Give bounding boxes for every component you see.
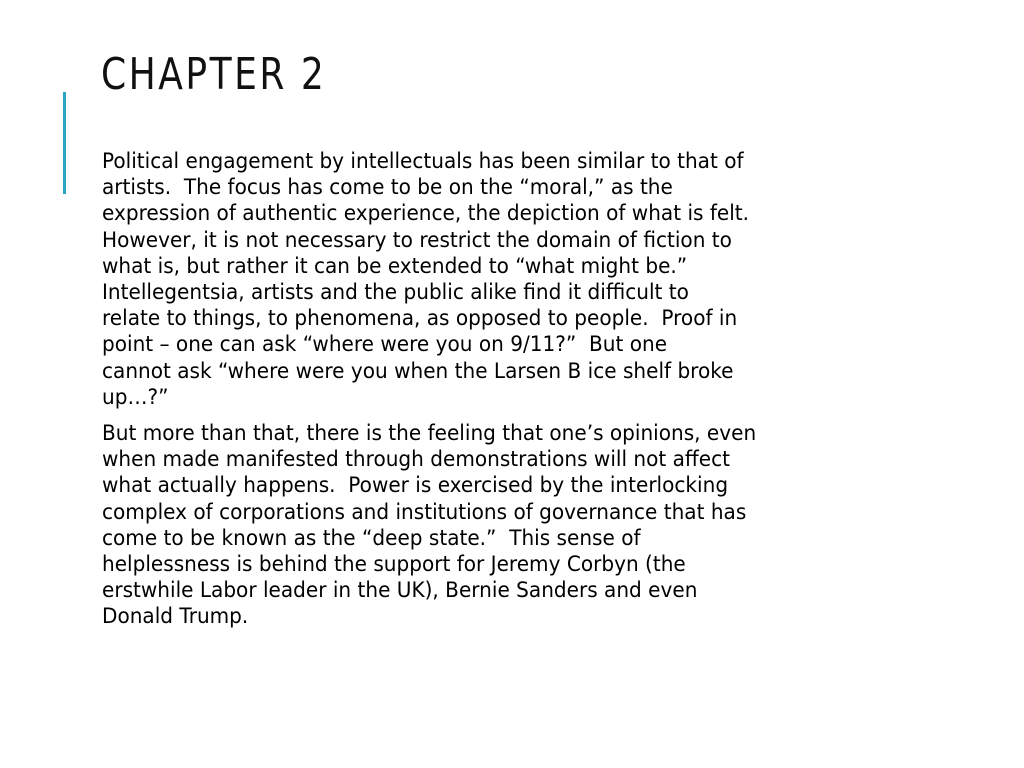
paragraph-line: come to be known as the “deep state.” This sense of bbox=[102, 525, 641, 550]
paragraph-line: complex of corporations and institutions of governance that has bbox=[102, 499, 747, 524]
paragraph-line: But more than that, there is the feeling that one’s opinions, even bbox=[102, 421, 757, 446]
title-accent-bar bbox=[63, 92, 66, 194]
paragraph-line: helplessness is behind the support for Jeremy Corbyn (the bbox=[102, 552, 686, 577]
paragraph-line: cannot ask “where were you when the Larsen B ice shelf broke bbox=[102, 358, 734, 383]
paragraph-line: expression of authentic experience, the depiction of what is felt. bbox=[102, 201, 750, 226]
slide-body bbox=[102, 148, 908, 640]
paragraph-line: Donald Trump. bbox=[102, 604, 249, 629]
paragraph-line: up…?” bbox=[102, 384, 169, 409]
paragraph-line: what is, but rather it can be extended to “what might be.” bbox=[102, 253, 688, 278]
paragraph-line: relate to things, to phenomena, as opposed to people. Proof in bbox=[102, 306, 738, 331]
paragraph-2 bbox=[102, 420, 908, 630]
paragraph-1 bbox=[102, 148, 908, 410]
paragraph-line: erstwhile Labor leader in the UK), Bernie Sanders and even bbox=[102, 578, 698, 603]
paragraph-line: what actually happens. Power is exercised by the interlocking bbox=[102, 473, 729, 498]
paragraph-line: However, it is not necessary to restrict the domain of fiction to bbox=[102, 227, 732, 252]
paragraph-line: when made manifested through demonstrations will not affect bbox=[102, 447, 730, 472]
paragraph-line: Political engagement by intellectuals has been similar to that of bbox=[102, 149, 744, 173]
paragraph-line: point – one can ask “where were you on 9/11?” But one bbox=[102, 332, 668, 357]
paragraph-line: Intellegentsia, artists and the public alike find it difficult to bbox=[102, 280, 689, 305]
slide-title: CHAPTER 2 bbox=[101, 49, 327, 100]
paragraph-line: artists. The focus has come to be on the “moral,” as the bbox=[102, 175, 673, 200]
